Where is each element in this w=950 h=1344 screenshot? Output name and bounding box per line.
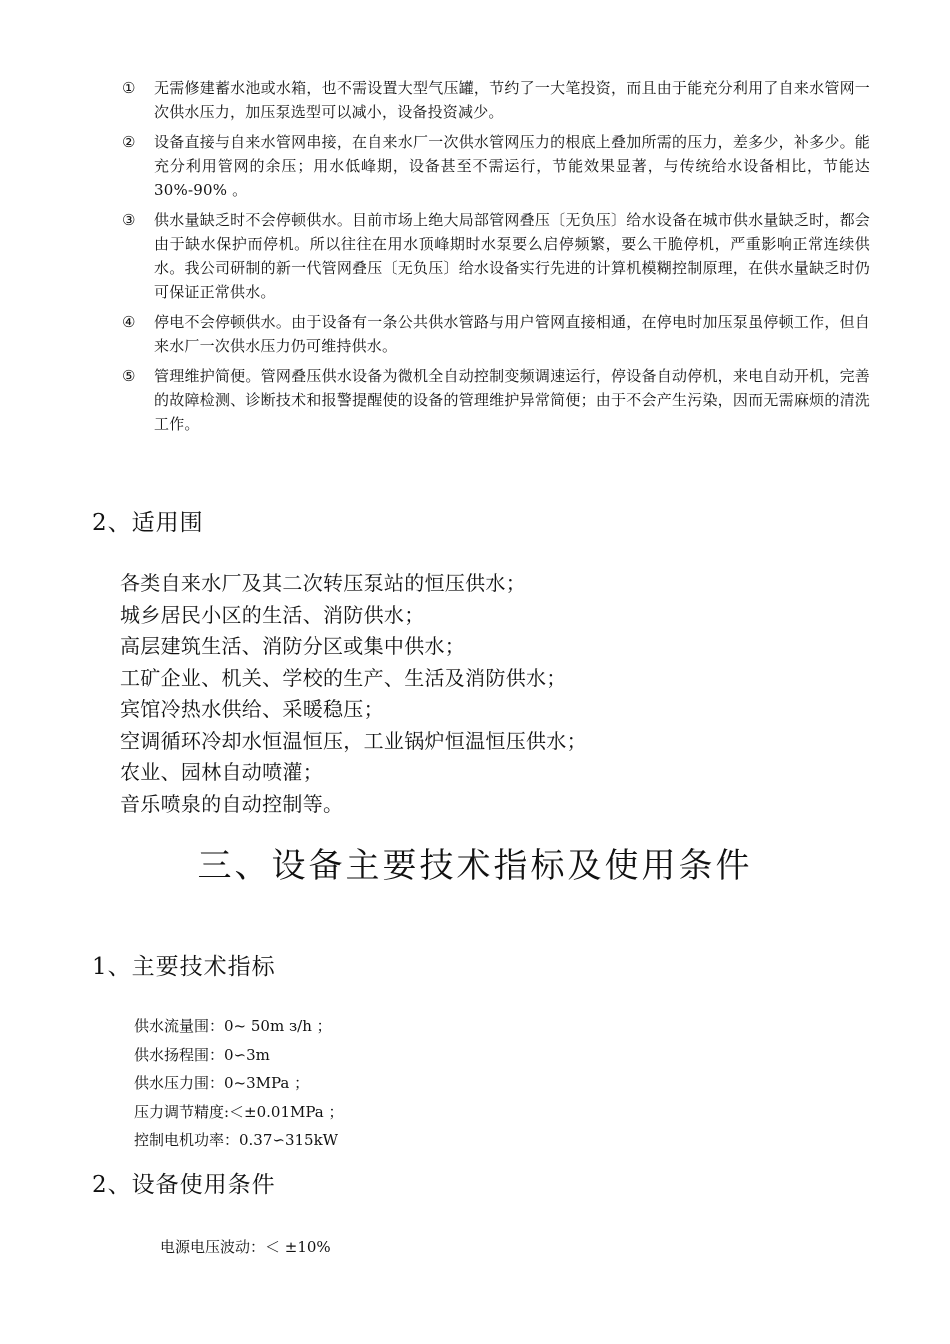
- list-item: 高层建筑生活、消防分区或集中供水；: [120, 634, 466, 658]
- item-number: ④: [122, 313, 136, 331]
- list-item: 宾馆冷热水供给、采暖稳压；: [120, 697, 384, 721]
- item-number: ③: [122, 211, 136, 229]
- condition-item: 电源电压波动：＜ ±10%: [160, 1238, 331, 1256]
- item-text: 停电不会停顿供水。由于设备有一条公共供水管路与用户管网直接相通，在停电时加压泵虽停顿工作，但自来水厂一次供水压力仍可维持供水。: [154, 313, 870, 355]
- advantages-list: [122, 76, 870, 442]
- conditions-list: [160, 1235, 660, 1259]
- section-heading-specs: 1、主要技术指标: [92, 954, 276, 980]
- scope-list: [120, 568, 820, 820]
- item-number: ①: [122, 79, 136, 97]
- section-heading-scope: 2、适用围: [92, 510, 204, 536]
- spec-item: 供水压力围：0~3MPa ；: [134, 1074, 310, 1092]
- list-item: 农业、园林自动喷灌；: [120, 760, 323, 784]
- item-text: 供水量缺乏时不会停顿供水。目前市场上绝大局部管网叠压〔无负压〕给水设备在城市供水量缺乏时，都会由于缺水保护而停机。所以往往在用水顶峰期时水泵要么启停频繁，要么干脆停机，严重影响正常连续供水。我公司研制的新一代管网叠压〔无负压〕给水设备实行先进的计算机模糊控制原理，在供水量缺乏时仍可保证正常供水。: [154, 211, 870, 301]
- list-item: 城乡居民小区的生活、消防供水；: [120, 602, 425, 627]
- specs-list: [134, 1012, 634, 1155]
- list-item: [122, 364, 870, 436]
- list-item: 工矿企业、机关、学校的生产、生活及消防供水；: [120, 665, 567, 690]
- list-item: [122, 130, 870, 202]
- section-heading-conditions: 2、设备使用条件: [92, 1172, 276, 1198]
- list-item: [122, 76, 870, 124]
- item-text: 设备直接与自来水管网串接，在自来水厂一次供水管网压力的根底上叠加所需的压力，差多少，补多少。能充分利用管网的余压；用水低峰期，设备甚至不需运行，节能效果显著，与传统给水设备相比，节能达 30%-90% 。: [154, 133, 870, 199]
- list-item: 各类自来水厂及其二次转压泵站的恒压供水；: [120, 571, 526, 595]
- item-text: 管理维护简便。管网叠压供水设备为微机全自动控制变频调速运行，停设备自动停机，来电自动开机，完善的故障检测、诊断技术和报警提醒使的设备的管理维护异常简便；由于不会产生污染，因而无需麻烦的清洗工作。: [154, 367, 870, 433]
- spec-item: 压力调节精度:＜±0.01MPa ；: [134, 1102, 344, 1121]
- list-item: 空调循环冷却水恒温恒压，工业锅炉恒温恒压供水；: [120, 728, 587, 753]
- item-text: 无需修建蓄水池或水箱，也不需设置大型气压罐，节约了一大笔投资，而且由于能充分利用了自来水管网一次供水压力，加压泵选型可以减小，设备投资减少。: [154, 79, 870, 121]
- spec-item: 供水扬程围：0∽3m: [134, 1045, 270, 1064]
- spec-item: 控制电机功率：0.37∽315kW: [134, 1131, 339, 1149]
- item-number: ②: [122, 133, 136, 151]
- list-item: [122, 208, 870, 304]
- list-item: [122, 310, 870, 358]
- list-item: 音乐喷泉的自动控制等。: [120, 791, 344, 816]
- item-number: ⑤: [122, 367, 136, 385]
- chapter-title: 三、设备主要技术指标及使用条件: [197, 846, 753, 886]
- spec-item: 供水流量围：0~ 50m з/h ；: [134, 1017, 332, 1035]
